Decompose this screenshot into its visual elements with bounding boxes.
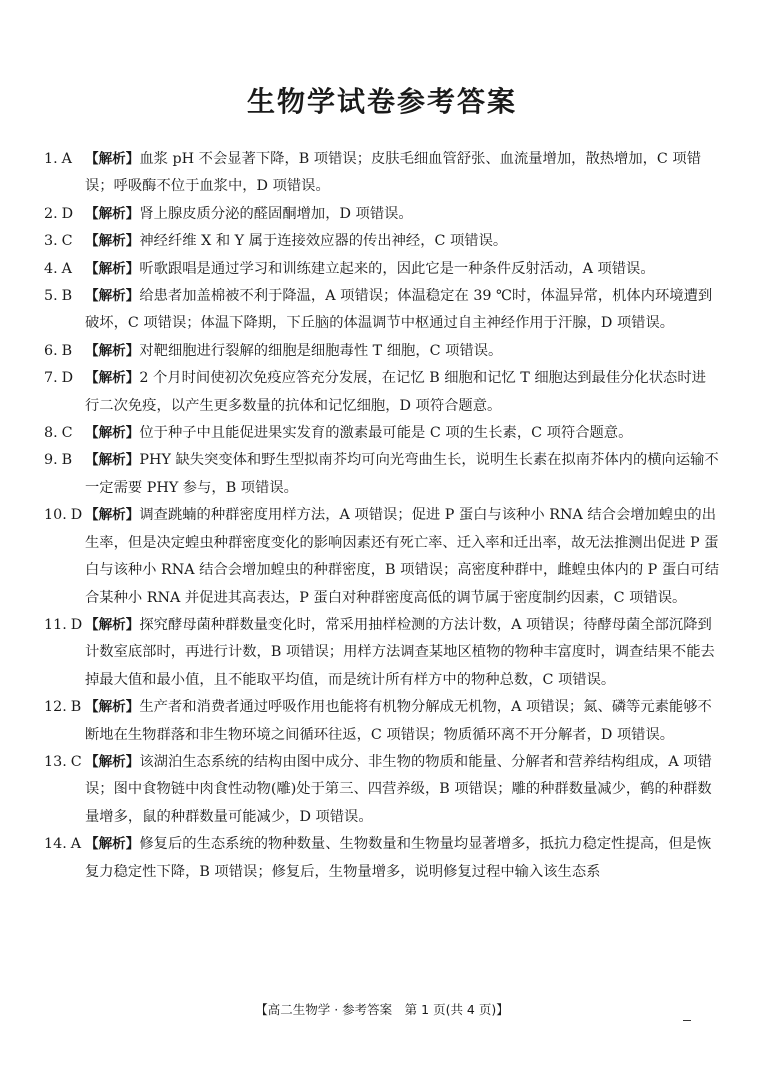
item-number: 10. bbox=[44, 507, 67, 524]
item-explanation: 调查跳蝻的种群密度用样方法，A 项错误；促进 P 蛋白与该种小 RNA 结合会增加蝗虫的出生率，但是决定蝗虫种群密度变化的影响因素还有死亡率、迁入率和迁出率，故无法推测出促进 P 蛋白与该种小 RNA 结合会增加蝗虫的种群密度，B 项错误；高密度种群中，雌蝗虫体内的 P 蛋白可结合某种小 RNA 并促进其高表达，P 蛋白对种群密度高低的调节属于密度制约因素，C 项错误。 bbox=[85, 507, 720, 606]
item-answer: B bbox=[61, 342, 73, 359]
item-number: 2. bbox=[44, 205, 58, 222]
answer-item-5 bbox=[44, 283, 720, 338]
item-answer: D bbox=[70, 616, 83, 633]
item-answer: D bbox=[61, 205, 74, 222]
item-answer: B bbox=[61, 452, 73, 469]
answer-item-3 bbox=[44, 228, 720, 255]
item-explanation: 修复后的生态系统的物种数量、生物数量和生物量均显著增多，抵抗力稳定性提高，但是恢复力稳定性下降，B 项错误；修复后，生物量增多，说明修复过程中输入该生态系 bbox=[85, 836, 712, 880]
item-explanation: 对靶细胞进行裂解的细胞是细胞毒性 T 细胞，C 项错误。 bbox=[139, 342, 503, 359]
item-number: 7. bbox=[44, 370, 58, 387]
item-explanation: PHY 缺失突变体和野生型拟南芥均可向光弯曲生长，说明生长素在拟南芥体内的横向运输不一定需要 PHY 参与，B 项错误。 bbox=[85, 452, 719, 496]
analysis-tag: 【解析】 bbox=[85, 753, 140, 770]
item-answer: A bbox=[70, 836, 82, 853]
page-title: 生物学试卷参考答案 bbox=[246, 85, 517, 118]
answer-item-9 bbox=[44, 447, 720, 502]
item-explanation: 血浆 pH 不会显著下降，B 项错误；皮肤毛细血管舒张、血流量增加，散热增加，C 项错误；呼吸酶不位于血浆中，D 项错误。 bbox=[85, 151, 702, 195]
answer-item-8 bbox=[44, 420, 720, 447]
analysis-tag: 【解析】 bbox=[85, 233, 140, 250]
page-corner-mark bbox=[683, 1020, 691, 1021]
item-number: 13. bbox=[44, 753, 67, 770]
item-answer: D bbox=[70, 507, 83, 524]
item-explanation: 给患者加盖棉被不利于降温，A 项错误；体温稳定在 39 ℃时，体温异常，机体内环境遭到破坏，C 项错误；体温下降期，下丘脑的体温调节中枢通过自主神经作用于汗腺，D 项错误。 bbox=[85, 288, 713, 332]
answer-item-11 bbox=[44, 612, 720, 694]
item-explanation: 2 个月时间使初次免疫应答充分发展，在记忆 B 细胞和记忆 T 细胞达到最佳分化状态时进行二次免疫，以产生更多数量的抗体和记忆细胞，D 项符合题意。 bbox=[85, 370, 706, 414]
analysis-tag: 【解析】 bbox=[85, 699, 140, 716]
answer-item-12 bbox=[44, 694, 720, 749]
item-number: 4. bbox=[44, 260, 58, 277]
answer-list bbox=[44, 146, 720, 886]
item-explanation: 肾上腺皮质分泌的醛固酮增加，D 项错误。 bbox=[139, 205, 413, 222]
answer-item-4 bbox=[44, 256, 720, 283]
answer-item-2 bbox=[44, 201, 720, 228]
item-explanation: 生产者和消费者通过呼吸作用也能将有机物分解成无机物，A 项错误；氮、磷等元素能够不断地在生物群落和非生物环境之间循环往返，C 项错误；物质循环离不开分解者，D 项错误。 bbox=[85, 699, 712, 743]
item-number: 6. bbox=[44, 342, 58, 359]
item-explanation: 听歌跟唱是通过学习和训练建立起来的，因此它是一种条件反射活动，A 项错误。 bbox=[139, 260, 655, 277]
analysis-tag: 【解析】 bbox=[85, 260, 140, 277]
answer-item-10 bbox=[44, 502, 720, 612]
item-answer: D bbox=[61, 370, 74, 387]
analysis-tag: 【解析】 bbox=[85, 507, 140, 524]
item-explanation: 神经纤维 X 和 Y 属于连接效应器的传出神经，C 项错误。 bbox=[139, 233, 508, 250]
analysis-tag: 【解析】 bbox=[85, 836, 140, 853]
item-answer: A bbox=[61, 260, 72, 277]
analysis-tag: 【解析】 bbox=[85, 288, 140, 305]
item-number: 9. bbox=[44, 452, 58, 469]
item-explanation: 该湖泊生态系统的结构由图中成分、非生物的物质和能量、分解者和营养结构组成，A 项错误；图中食物链中肉食性动物(雕)处于第三、四营养级，B 项错误；雕的种群数量减少，鹤的种群数量增多，鼠的种群数量可能减少，D 项错误。 bbox=[85, 753, 712, 825]
item-number: 5. bbox=[44, 288, 58, 305]
analysis-tag: 【解析】 bbox=[85, 452, 140, 469]
page-footer: 【高二生物学 · 参考答案 第 1 页(共 4 页)】 bbox=[255, 1002, 509, 1017]
item-number: 14. bbox=[44, 836, 67, 853]
item-number: 1. bbox=[44, 151, 58, 167]
item-explanation: 位于种子中且能促进果实发育的激素最可能是 C 项的生长素，C 项符合题意。 bbox=[139, 425, 633, 442]
item-number: 12. bbox=[44, 699, 67, 716]
analysis-tag: 【解析】 bbox=[85, 425, 140, 442]
item-number: 11. bbox=[44, 616, 67, 633]
analysis-tag: 【解析】 bbox=[85, 205, 140, 222]
item-number: 3. bbox=[44, 233, 58, 250]
analysis-tag: 【解析】 bbox=[85, 616, 140, 633]
answer-item-14 bbox=[44, 831, 720, 886]
analysis-tag: 【解析】 bbox=[85, 370, 140, 387]
item-answer: B bbox=[61, 288, 73, 305]
item-answer: A bbox=[61, 151, 72, 167]
answer-item-7 bbox=[44, 365, 720, 420]
item-explanation: 探究酵母菌种群数量变化时，常采用抽样检测的方法计数，A 项错误；待酵母菌全部沉降到计数室底部时，再进行计数，B 项错误；用样方法调查某地区植物的物种丰富度时，调查结果不能去掉最大值和最小值，且不能取平均值，而是统计所有样方中的物种总数，C 项错误。 bbox=[85, 616, 715, 688]
item-number: 8. bbox=[44, 425, 58, 442]
analysis-tag: 【解析】 bbox=[85, 342, 140, 359]
answer-item-13 bbox=[44, 749, 720, 831]
item-answer: C bbox=[70, 753, 82, 770]
item-answer: C bbox=[61, 425, 73, 442]
item-answer: C bbox=[61, 233, 73, 250]
item-answer: B bbox=[70, 699, 82, 716]
answer-item-1 bbox=[44, 146, 720, 201]
analysis-tag: 【解析】 bbox=[85, 151, 140, 167]
answer-item-6 bbox=[44, 338, 720, 365]
